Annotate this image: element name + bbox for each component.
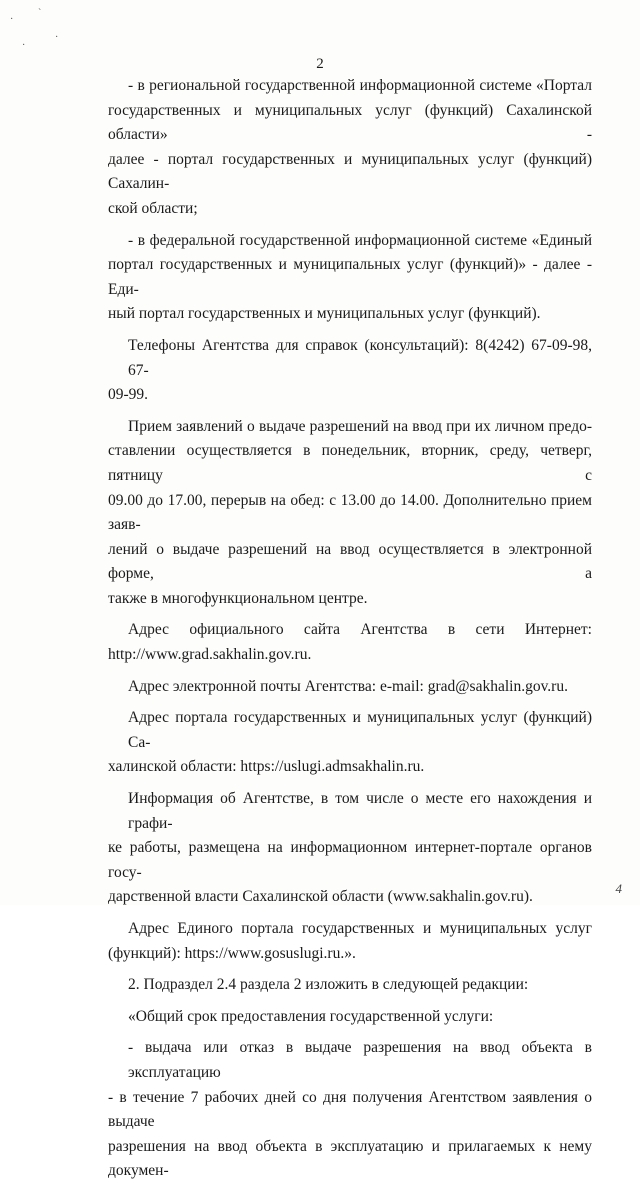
text-line: государственных и муниципальных услуг (функций) Сахалинской области» - bbox=[108, 101, 592, 144]
text-line: халинской области: https://uslugi.admsakhalin.ru. bbox=[108, 758, 425, 776]
page-number: 2 bbox=[316, 56, 324, 72]
text-line: - в федеральной государственной информационной системе «Единый bbox=[128, 231, 592, 249]
text-line: 09.00 до 17.00, перерыв на обед: с 13.00 до 14.00. Дополнительно прием заяв- bbox=[108, 491, 592, 534]
paragraph-reception-hours bbox=[108, 415, 592, 612]
text-line: Адрес Единого портала государственных и муниципальных услуг bbox=[128, 920, 592, 937]
text-line: лений о выдаче разрешений на ввод осуществляется в электронной форме, а bbox=[108, 540, 592, 583]
paragraph-regional-portal bbox=[108, 74, 592, 222]
text-line: ке работы, размещена на информационном интернет-портале органов госу- bbox=[108, 839, 592, 881]
paragraph-email bbox=[108, 675, 592, 700]
text-line: 2. Подраздел 2.4 раздела 2 изложить в следующей редакции: bbox=[128, 976, 529, 994]
scan-speck: ` bbox=[38, 8, 42, 19]
text-line: - выдача или отказ в выдаче разрешения на ввод объекта в эксплуатацию bbox=[128, 1039, 592, 1081]
text-line: ный портал государственных и муниципальных услуг (функций). bbox=[108, 305, 541, 323]
paragraph-phones bbox=[108, 334, 592, 408]
paragraph-term-heading bbox=[108, 1005, 592, 1030]
paragraph-amendment bbox=[108, 973, 592, 998]
scan-speck: · bbox=[22, 40, 26, 51]
text-line: далее - портал государственных и муниципальных услуг (функций) Сахалин- bbox=[108, 150, 592, 193]
text-line: также в многофункциональном центре. bbox=[108, 589, 368, 607]
scan-speck: · bbox=[10, 14, 14, 25]
website-link: http://www.grad.sakhalin.gov.ru. bbox=[108, 646, 312, 664]
text-line: Адрес электронной почты Агентства: e-mail: grad@sakhalin.gov.ru. bbox=[128, 677, 568, 695]
text-line: (функций): https://www.gosuslugi.ru.». bbox=[108, 944, 356, 962]
text-line: - в течение 7 рабочих дней со дня получения Агентством заявления о выдаче bbox=[108, 1088, 592, 1131]
text-line: разрешения на ввод объекта в эксплуатацию и прилагаемых к нему докумен- bbox=[108, 1137, 592, 1180]
paragraph-website bbox=[108, 618, 592, 667]
document-body bbox=[108, 74, 592, 1184]
handwritten-page-mark: 4 bbox=[615, 881, 622, 896]
text-line: ской области; bbox=[108, 199, 198, 217]
text-line: «Общий срок предоставления государственной услуги: bbox=[128, 1007, 494, 1025]
paragraph-term-details bbox=[108, 1036, 592, 1184]
text-line: Телефоны Агентства для справок (консультаций): 8(4242) 67-09-98, 67- bbox=[128, 336, 592, 379]
text-line: Адрес портала государственных и муниципальных услуг (функций) Са- bbox=[128, 709, 592, 751]
paragraph-agency-info bbox=[108, 787, 592, 910]
text-line: 09-99. bbox=[108, 386, 149, 404]
text-line: Адрес официального сайта Агентства в сети Интернет: bbox=[128, 621, 592, 639]
text-line: дарственной власти Сахалинской области (www.sakhalin.gov.ru). bbox=[108, 888, 533, 906]
paragraph-unified-portal-address bbox=[108, 917, 592, 966]
text-line: ставлении осуществляется в понедельник, вторник, среду, четверг, пятницу с bbox=[108, 442, 592, 484]
text-line: - в региональной государственной информационной системе «Портал bbox=[128, 77, 592, 94]
text-line: Прием заявлений о выдаче разрешений на ввод при их личном предо- bbox=[128, 417, 592, 435]
text-line: Информация об Агентстве, в том числе о месте его нахождения и графи- bbox=[128, 790, 592, 832]
text-line: портал государственных и муниципальных услуг (функций)» - далее - Еди- bbox=[108, 256, 592, 298]
scan-speck: · bbox=[55, 32, 59, 43]
paragraph-regional-portal-address bbox=[108, 706, 592, 780]
paragraph-federal-portal bbox=[108, 229, 592, 327]
